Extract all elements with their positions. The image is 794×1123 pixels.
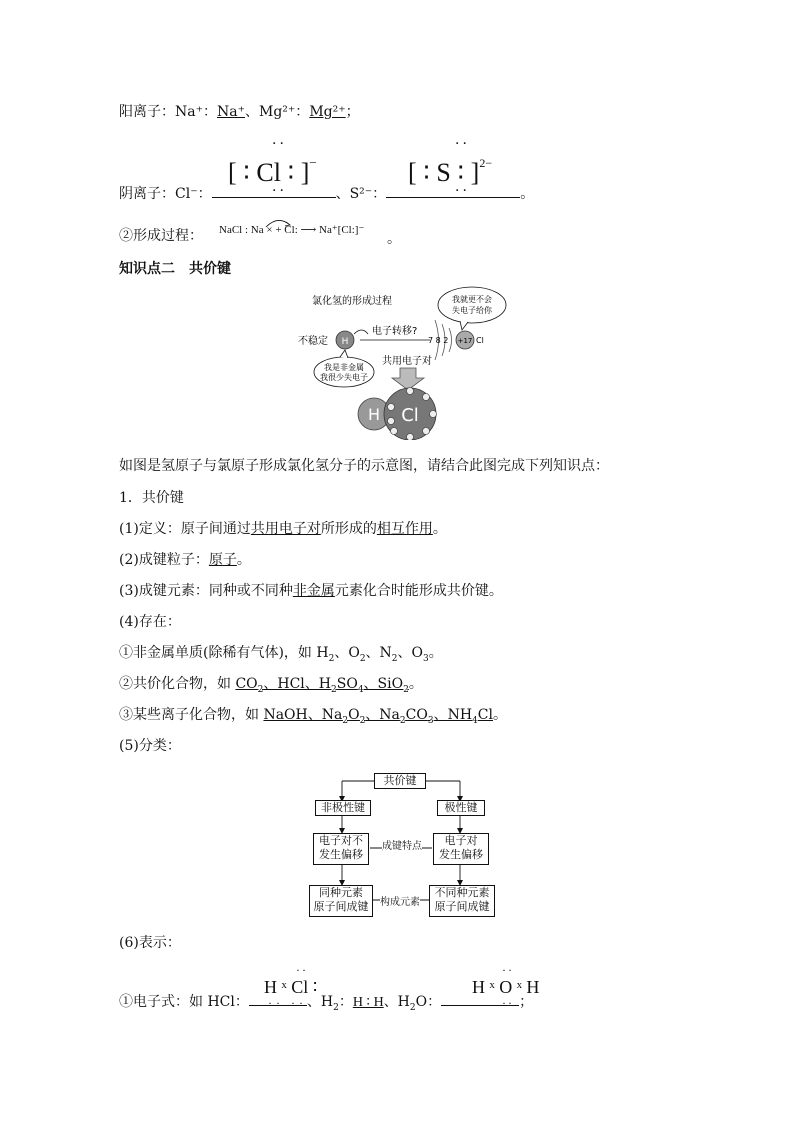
formation-label: ②形成过程：	[119, 228, 203, 244]
h2o-dots-top: ··	[502, 963, 514, 977]
flow-diff-element-box	[429, 885, 495, 917]
exist1-line	[119, 643, 443, 669]
elements-prefix: (3)成键元素：同种或不同种	[119, 583, 293, 599]
exist-label: (4)存在：	[119, 614, 181, 630]
cl-charge: −	[309, 155, 317, 170]
cl-dots-bottom: ··	[272, 183, 287, 199]
s-electron-formula	[408, 148, 492, 188]
plus-sign: +	[275, 224, 282, 236]
anion-label: 阴离子：	[119, 186, 175, 202]
flow-same-line2: 原子间成键	[313, 900, 369, 913]
exist2-line	[119, 674, 423, 700]
separator: 、	[335, 186, 350, 202]
exist1-text: 、O	[334, 645, 360, 661]
hcl-dots-bottom: ·· ··	[268, 996, 307, 1010]
h2o-dots-bottom: ··	[502, 996, 514, 1010]
colon: ：	[338, 994, 353, 1010]
sub: 2	[257, 684, 264, 695]
illustration-title: 氯化氢的形成过程	[312, 296, 392, 307]
anion-line	[119, 184, 534, 204]
line-end: ；	[345, 104, 360, 120]
elements-line	[119, 581, 503, 601]
product: Na⁺[	[319, 224, 342, 236]
formation-line	[119, 226, 203, 246]
classify-label: (5)分类：	[119, 738, 181, 754]
cl-blank	[212, 197, 336, 198]
sub: 2	[359, 715, 366, 726]
h2o-electron-formula: H ˣ O ˣ H	[472, 977, 540, 997]
product-cl: Cl	[341, 224, 352, 236]
exist2-answer	[235, 676, 409, 695]
mg-formula: Mg²⁺：	[259, 104, 310, 120]
section-title: 知识点二 共价键	[119, 261, 231, 277]
hcl-cl-label: Cl	[401, 405, 419, 426]
sub: 3	[427, 715, 434, 726]
h-speech-bubble	[314, 357, 374, 387]
reaction-arrow: ⟶	[300, 224, 317, 236]
electron-transfer-label: 电子转移?	[372, 326, 418, 337]
sub: 2	[342, 715, 349, 726]
s-dots-top: ··	[455, 136, 470, 152]
bubble-h-line1: 我是非金属	[324, 363, 364, 372]
flow-diff-line2: 原子间成键	[434, 900, 490, 913]
electron-formula-line	[119, 992, 533, 1018]
flow-nonpolar-box: 非极性键	[315, 800, 371, 816]
sub: 2	[359, 653, 366, 664]
hcl-formation-illustration	[290, 282, 510, 440]
na-formula: Na⁺：	[175, 104, 217, 120]
cation-line	[119, 102, 360, 122]
particles-prefix: (2)成键粒子：	[119, 552, 209, 568]
electron-transfer-arc	[264, 217, 294, 229]
formation-end: 。	[387, 231, 401, 247]
hcl-h-label: H	[367, 405, 381, 424]
answer-part: O	[348, 707, 360, 723]
exist1-prefix: ①非金属单质(除稀有气体)，如 H	[119, 645, 329, 661]
sub: 2	[409, 1002, 416, 1013]
definition-answer1: 共用电子对	[250, 521, 321, 537]
flow-top-box: 共价键	[374, 773, 426, 789]
o-part: O：	[415, 994, 442, 1010]
flow-diff-line1: 不同种元素	[434, 886, 490, 899]
cl-atom: Cl:	[284, 224, 298, 236]
flow-no-shift-box	[313, 833, 369, 865]
hcl-electron-formula: H ˣ Cl ∶	[264, 977, 318, 997]
line-end: 。	[492, 707, 507, 723]
definition-mid: 所形成的	[320, 521, 377, 537]
exist3-line	[119, 705, 507, 731]
cl-bracket: [ ∶ Cl ∶ ]	[228, 158, 310, 187]
elements-end: 元素化合时能形成共价键。	[334, 583, 503, 599]
sub: 2	[333, 1002, 339, 1013]
flow-no-shift-line1: 电子对不	[319, 834, 363, 847]
unstable-label: 不稳定	[298, 336, 328, 347]
bubble-cl-line1: 我就更不会	[452, 295, 492, 304]
flow-mid-label2: 构成元素	[380, 893, 420, 908]
answer-part: CO	[405, 707, 428, 723]
sub: 2	[391, 653, 398, 664]
s-formula: S²⁻：	[349, 186, 387, 202]
bubble-cl-line2: 失电子给你	[452, 306, 492, 315]
exist1-text: 、O	[397, 645, 424, 661]
flow-mid-label1: 成键特点	[382, 837, 422, 852]
line-end: 。	[428, 645, 443, 661]
hcl-blank	[249, 1005, 307, 1006]
sub: 4	[472, 715, 478, 726]
sub: 2	[331, 684, 337, 695]
s-charge: 2−	[479, 156, 493, 170]
cl-electron-formula	[228, 148, 317, 188]
cl-dots-top: ··	[272, 136, 287, 152]
answer-part: Cl	[477, 707, 493, 723]
answer-part: CO	[235, 676, 258, 692]
sub: 4	[357, 684, 364, 695]
represent-label: (6)表示：	[119, 935, 181, 951]
s-dots-bottom: ··	[455, 183, 470, 199]
electron-formula-prefix: ①电子式：如 HCl：	[119, 994, 249, 1010]
answer-part: SO	[336, 676, 358, 692]
heading-covalent-bond: 1．共价键	[119, 490, 184, 506]
exist3-prefix: ③某些离子化合物，如	[119, 707, 264, 723]
line-end: 。	[432, 521, 447, 537]
flow-shift-box	[433, 833, 489, 865]
flow-same-line1: 同种元素	[319, 886, 363, 899]
mg-answer: Mg²⁺	[309, 104, 346, 120]
cl-speech-bubble	[438, 287, 506, 323]
sub: 2	[403, 684, 409, 695]
flow-shift-line2: 发生偏移	[439, 848, 483, 861]
exist2-prefix: ②共价化合物，如	[119, 676, 236, 692]
cl-formula: Cl⁻：	[175, 186, 212, 202]
hcl-dots-top: ··	[296, 963, 308, 977]
flow-no-shift-line2: 发生偏移	[319, 848, 363, 861]
exist3-answer	[263, 707, 493, 726]
bubble-h-line2: 我很少失电子	[320, 373, 368, 382]
flow-same-element-box	[309, 885, 373, 917]
particles-line	[119, 550, 251, 570]
s-blank	[386, 197, 520, 198]
line-end: 。	[520, 186, 535, 202]
exist1-text: 、N	[365, 645, 392, 661]
cl-nucleus-label: +17	[457, 337, 473, 345]
definition-answer2: 相互作用	[376, 521, 433, 537]
sub: 2	[399, 715, 406, 726]
cl-symbol: Cl	[476, 336, 484, 345]
answer-part: 、Na	[365, 707, 400, 723]
sub: 3	[423, 653, 429, 664]
nacl-prefix: NaCl : Na	[219, 224, 264, 236]
product-end: :]⁻	[351, 224, 365, 236]
elements-answer: 非金属	[292, 583, 335, 599]
shared-pair-label: 共用电子对	[382, 356, 432, 367]
sub: 2	[328, 653, 335, 664]
flow-shift-line1: 电子对	[444, 834, 478, 847]
definition-prefix: (1)定义：原子间通过	[119, 521, 251, 537]
line-end: ；	[519, 994, 534, 1010]
line-end: 。	[408, 676, 423, 692]
separator: 、H	[306, 994, 334, 1010]
down-arrow	[392, 368, 424, 390]
na-answer: Na⁺	[217, 104, 245, 120]
cl-shells: 7 8 2	[428, 336, 449, 345]
answer-part: NaOH、Na	[263, 707, 343, 723]
definition-line	[119, 519, 447, 539]
s-bracket: [ ∶ S ∶ ]	[408, 158, 480, 187]
answer-part: 、SiO	[363, 676, 404, 692]
h2-answer: H ∶ H	[352, 995, 384, 1010]
line-end: 。	[236, 552, 251, 568]
intro-text: 如图是氢原子与氯原子形成氯化氢分子的示意图，请结合此图完成下列知识点：	[119, 458, 609, 474]
cross-electron: ×	[266, 224, 273, 236]
h2o-blank	[441, 1005, 519, 1006]
answer-part: 、HCl、H	[263, 676, 331, 692]
separator: 、H	[383, 994, 410, 1010]
cation-label: 阳离子：	[119, 104, 175, 120]
flow-polar-box: 极性键	[437, 800, 485, 816]
h-atom-label: H	[341, 337, 349, 347]
particles-answer: 原子	[208, 552, 237, 568]
answer-part: 、NH	[433, 707, 473, 723]
separator: 、	[245, 104, 259, 120]
